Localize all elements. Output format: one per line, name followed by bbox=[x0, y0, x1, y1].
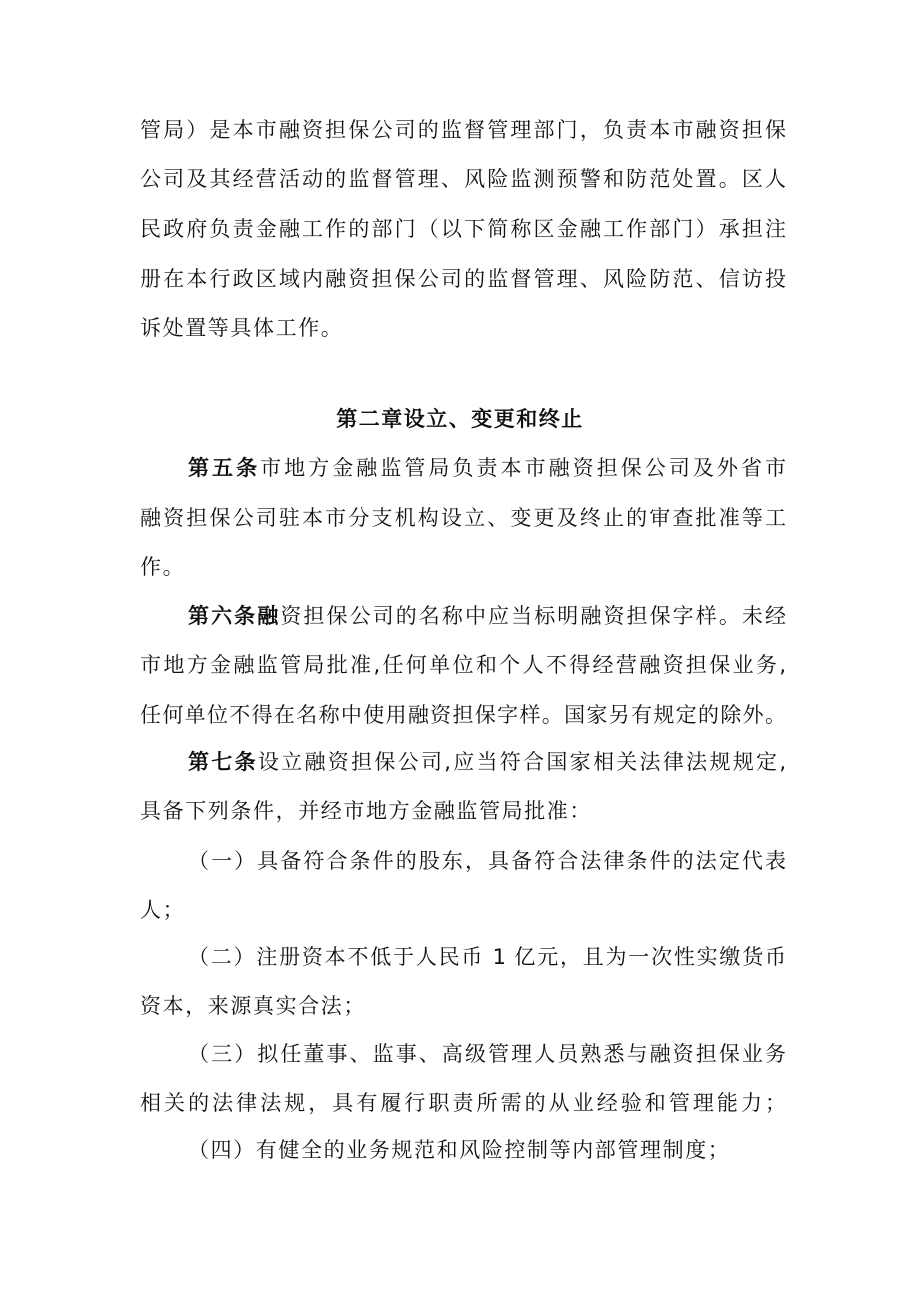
intro-line: 公司及其经营活动的监督管理、风险监测预警和防范处置。区人 bbox=[140, 167, 786, 191]
intro-line: 管局）是本市融资担保公司的监督管理部门，负责本市融资担保 bbox=[140, 118, 786, 142]
item-3-line: 相关的法律法规，具有履行职责所需的从业经验和管理能力； bbox=[140, 1091, 786, 1115]
article-7-label: 第七条 bbox=[188, 750, 258, 774]
article-6-line: 任何单位不得在名称中使用融资担保字样。国家另有规定的除外。 bbox=[140, 703, 786, 727]
item-1-line: （一）具备符合条件的股东，具备符合法律条件的法定代表 bbox=[188, 849, 786, 873]
article-6-label: 第六条融 bbox=[188, 604, 281, 628]
intro-line: 册在本行政区域内融资担保公司的监督管理、风险防范、信访投 bbox=[140, 267, 786, 291]
article-7-line: 具备下列条件，并经市地方金融监管局批准： bbox=[140, 799, 592, 823]
intro-line: 民政府负责金融工作的部门（以下简称区金融工作部门）承担注 bbox=[140, 217, 786, 241]
article-6-line: 市地方金融监管局批准,任何单位和个人不得经营融资担保业务, bbox=[140, 653, 786, 677]
article-7-first-line bbox=[188, 747, 786, 777]
item-2-line: 资本，来源真实合法； bbox=[140, 994, 366, 1018]
item-2-line: （二）注册资本不低于人民币 1 亿元，且为一次性实缴货币 bbox=[188, 945, 786, 969]
item-3-line: （三）拟任董事、监事、高级管理人员熟悉与融资担保业务 bbox=[188, 1042, 786, 1066]
article-5-line: 融资担保公司驻本市分支机构设立、变更及终止的审查批准等工 bbox=[140, 506, 786, 530]
article-7-text: 设立融资担保公司,应当符合国家相关法律法规规定, bbox=[257, 750, 786, 774]
article-5-first-line bbox=[188, 453, 786, 483]
article-6-text: 资担保公司的名称中应当标明融资担保字样。未经 bbox=[280, 604, 787, 628]
article-5-label: 第五条 bbox=[188, 456, 261, 480]
article-6-first-line bbox=[188, 601, 786, 631]
intro-line: 诉处置等具体工作。 bbox=[140, 316, 344, 340]
item-4-line: （四）有健全的业务规范和风险控制等内部管理制度； bbox=[188, 1138, 731, 1162]
article-5-text: 市地方金融监管局负责本市融资担保公司及外省市 bbox=[260, 456, 786, 480]
chapter-title: 第二章设立、变更和终止 bbox=[336, 407, 584, 431]
article-5-line: 作。 bbox=[140, 555, 186, 579]
item-1-line: 人； bbox=[140, 898, 186, 922]
